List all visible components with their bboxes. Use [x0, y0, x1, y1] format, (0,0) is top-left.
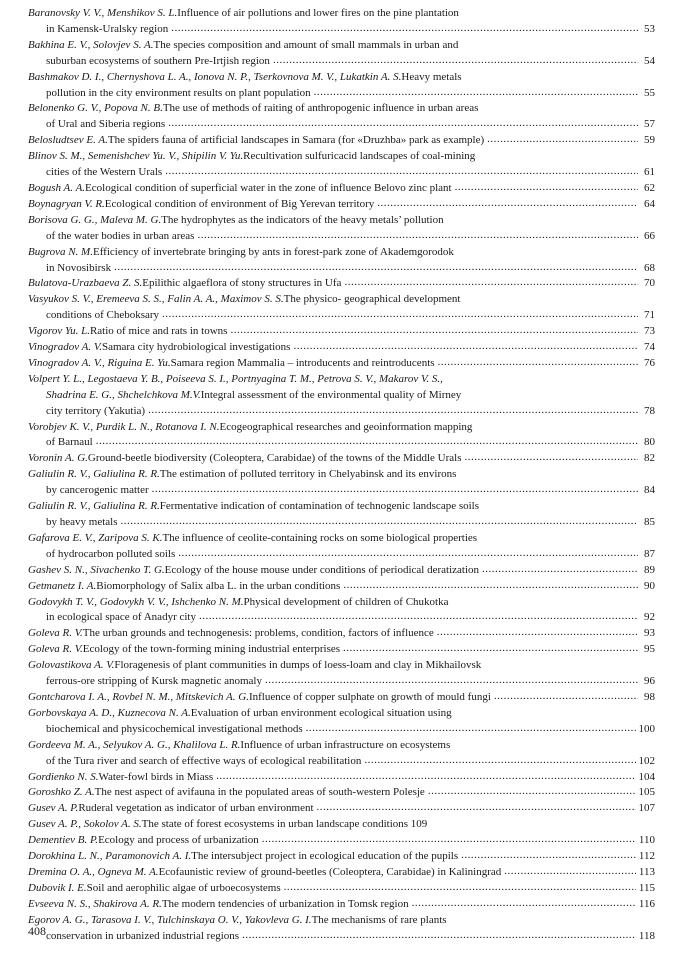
toc-line [28, 849, 655, 865]
toc-entry [28, 197, 655, 213]
dot-leader [293, 339, 638, 355]
toc-line [28, 388, 655, 404]
toc-page-number: 59 [644, 134, 655, 147]
toc-authors: Dubovik I. E. [28, 881, 87, 894]
toc-line [28, 913, 655, 929]
toc-entry [28, 149, 655, 181]
toc-line [28, 308, 655, 324]
toc-entry [28, 563, 655, 579]
toc-line [28, 372, 655, 388]
toc-line [28, 54, 655, 70]
toc-authors: Vasyukov S. V., Eremeeva S. S., Falin A. A., Maximov S. S. [28, 293, 284, 306]
toc-title: Physical development of children of Chukotka [243, 595, 449, 608]
toc-title: Influence of copper sulphate on growth of mould fungi [248, 690, 491, 703]
toc-entry [28, 324, 655, 340]
toc-title: The estimation of polluted territory in Chelyabinsk and its environs [159, 468, 457, 481]
toc-line [28, 833, 655, 849]
toc-authors: Getmanetz I. A. [28, 579, 97, 592]
toc-page-number: 115 [638, 881, 655, 894]
toc-line [28, 785, 655, 801]
toc-title: The urban grounds and technogenesis: problems, condition, factors of influence [82, 627, 434, 640]
toc-entry [28, 626, 655, 642]
dot-leader [343, 578, 638, 594]
toc-page-number: 110 [638, 834, 655, 847]
toc-title: of Barnaul [46, 436, 93, 449]
dot-leader [199, 609, 638, 625]
toc-authors: Shadrina E. G., Shchelchkova M.V. [46, 388, 201, 401]
toc-title: The spiders fauna of artificial landscapes in Samara (for «Druzhba» park as example) [107, 134, 485, 147]
toc-authors: Vinogradov A. V., Riguina E. Yu. [28, 356, 171, 369]
toc-title: The use of methods of raiting of anthropogenic influence in urban areas [162, 102, 479, 115]
toc-authors: Vorobjev K. V., Purdik L. N., Rotanova I. N. [28, 420, 220, 433]
toc-page-number: 98 [644, 690, 655, 703]
toc-page-number: 55 [644, 86, 655, 99]
toc-authors: Gordienko N. S. [28, 770, 99, 783]
dot-leader [262, 832, 636, 848]
toc-line [28, 292, 655, 308]
toc-entry [28, 833, 655, 849]
toc-authors: Galiulin R. V., Galiulina R. R. [28, 468, 160, 481]
toc-line [28, 483, 655, 499]
toc-title: Fermentative indication of contamination of technogenic landscape soils [159, 500, 480, 513]
toc-line [28, 499, 655, 515]
toc-title: conditions of Cheboksary [46, 309, 160, 322]
dot-leader [148, 403, 638, 419]
toc-title: Efficiency of invertebrate bringing by ants in forest-park zone of Akademgorodok [92, 245, 454, 258]
toc-authors: Gusev A. P. [28, 802, 79, 815]
toc-authors: Boynagryan V. R. [28, 197, 105, 210]
dot-leader [437, 625, 638, 641]
toc-line [28, 38, 655, 54]
toc-entry [28, 642, 655, 658]
page-number: 408 [28, 924, 46, 938]
toc-line [28, 770, 655, 786]
toc-title: Evaluation of urban environment ecological situation using [190, 706, 452, 719]
toc-title: by heavy metals [46, 516, 118, 528]
toc-authors: Borisova G. G., Maleva M. G. [28, 213, 162, 226]
toc-authors: Dementiev B. P. [28, 834, 99, 847]
toc-line [28, 213, 655, 229]
dot-leader [465, 450, 639, 466]
dot-leader [178, 546, 638, 562]
dot-leader [364, 753, 635, 769]
toc-page-number: 102 [638, 754, 655, 767]
toc-authors: Vigorov Yu. L. [28, 325, 90, 338]
toc-line [28, 22, 655, 38]
toc-page-number: 96 [644, 675, 655, 688]
dot-leader [273, 53, 638, 69]
toc-line [28, 245, 655, 261]
toc-line [28, 276, 655, 292]
toc-title: of Ural and Siberia regions [46, 118, 166, 131]
toc-title: The hydrophytes as the indicators of the heavy metals’ pollution [161, 213, 444, 226]
toc-line [28, 117, 655, 133]
toc-page-number: 53 [644, 22, 655, 35]
toc-line [28, 515, 655, 531]
toc-authors: Baranovsky V. V., Menshikov S. L. [28, 7, 178, 19]
toc-line [28, 626, 655, 642]
toc-title: Ecology and process of urbanization [98, 834, 259, 847]
dot-leader [344, 275, 638, 291]
toc-line [28, 86, 655, 102]
toc-page-number: 76 [644, 356, 655, 369]
dot-leader [461, 848, 636, 864]
toc-line [28, 706, 655, 722]
toc-line [28, 610, 655, 626]
toc-title: cities of the Western Urals [46, 166, 163, 179]
toc-line [28, 579, 655, 595]
toc-page-number: 118 [638, 929, 655, 942]
toc-title: in ecological space of Anadyr city [46, 611, 196, 624]
toc-page-number: 82 [644, 452, 655, 465]
toc-authors: Goleva R. V. [28, 627, 83, 640]
toc-title: The influence of ceolite-containing rocks on some biological properties [162, 531, 478, 544]
toc-authors: Bulatova-Urazbaeva Z. S. [28, 277, 143, 290]
toc-line [28, 467, 655, 483]
toc-line [28, 70, 655, 86]
toc-entry [28, 420, 655, 452]
dot-leader [412, 896, 636, 912]
toc-line [28, 149, 655, 165]
toc-line [28, 197, 655, 213]
toc-title: Samara region Mammalia – introducents and reintroducents [170, 356, 435, 369]
toc-title: Epilithic algaeflora of stony structures in Ufa [142, 277, 342, 290]
toc-page-number: 113 [638, 865, 655, 878]
toc-line [28, 340, 655, 356]
toc-entry [28, 276, 655, 292]
toc-title: The modern tendencies of urbanization in Tomsk region [161, 897, 409, 910]
toc-page-number: 62 [644, 181, 655, 194]
toc-title: conservation in urbanized industrial regions [46, 929, 240, 942]
toc-page-number: 74 [644, 341, 655, 354]
dot-leader [377, 196, 638, 212]
toc-authors: Dorokhina L. N., Paramonovich A. I. [28, 850, 192, 863]
toc-entry [28, 133, 655, 149]
toc-line [28, 547, 655, 563]
toc-page-number: 61 [644, 166, 655, 179]
toc-line [28, 420, 655, 436]
toc-entry [28, 451, 655, 467]
toc-page-number: 89 [644, 563, 655, 576]
toc-page-number: 95 [644, 643, 655, 656]
toc-authors: Belosludtsev E. A. [28, 134, 108, 147]
toc-title: The physico- geographical development [283, 293, 461, 306]
toc-page-number: 57 [644, 118, 655, 131]
toc-title: Ecology of the town-forming mining industrial enterprises [82, 643, 341, 656]
toc-authors: Evseeva N. S., Shakirova A. R. [28, 897, 162, 910]
toc-entry [28, 801, 655, 817]
toc-authors: Belonenko G. V., Popova N. B. [28, 102, 163, 115]
dot-leader [343, 641, 638, 657]
dot-leader [455, 180, 638, 196]
toc-entry [28, 38, 655, 70]
toc-title: suburban ecosystems of southern Pre-Irtjish region [46, 54, 270, 67]
toc-page-number: 80 [644, 436, 655, 449]
toc-entry [28, 340, 655, 356]
dot-leader [171, 21, 638, 37]
dot-leader [306, 721, 636, 737]
toc-authors: Egorov A. G., Tarasova I. V., Tulchinskaya O. V., Yakovleva G. I. [28, 913, 312, 926]
dot-leader [216, 769, 635, 785]
toc-page-number: 104 [638, 770, 655, 783]
toc-title: biochemical and physicochemical investigational methods [46, 722, 303, 735]
toc-authors: Bugrova N. M. [28, 245, 93, 258]
toc-line [28, 722, 655, 738]
toc-entry [28, 658, 655, 690]
dot-leader [438, 355, 638, 371]
toc-line [28, 356, 655, 372]
toc-page-number: 93 [644, 627, 655, 640]
toc-entry [28, 595, 655, 627]
toc-entry [28, 6, 655, 38]
toc-authors: Goroshko Z. A. [28, 786, 95, 799]
toc-title: of the water bodies in urban areas [46, 229, 195, 242]
toc-entry [28, 101, 655, 133]
toc-line [28, 181, 655, 197]
toc-page-number: 87 [644, 547, 655, 560]
toc-line [28, 595, 655, 611]
toc-page-number: 100 [638, 722, 655, 735]
toc-title: Water-fowl birds in Miass [98, 770, 214, 783]
dot-leader [494, 689, 638, 705]
toc-entry [28, 690, 655, 706]
toc-authors: Blinov S. M., Semenishchev Yu. V., Shipilin V. Yu. [28, 150, 244, 163]
toc-authors: Volpert Y. L., Legostaeva Y. B., Poiseeva S. I., Portnyagina T. M., Petrova S. V., Makarov V. S., [28, 372, 443, 385]
dot-leader [165, 164, 638, 180]
toc-title: Ecofaunistic review of ground-beetles (Coleoptera, Carabidae) in Kaliningrad [158, 865, 502, 878]
toc-entry [28, 897, 655, 913]
toc-authors: Gordeeva M. A., Selyukov A. G., Khalilova L. R. [28, 738, 241, 751]
toc-line [28, 754, 655, 770]
toc-line [28, 801, 655, 817]
toc-page-number: 92 [644, 611, 655, 624]
toc-entry [28, 245, 655, 277]
toc-title: Integral assessment of the environmental quality of Mirney [200, 388, 462, 401]
toc-entry [28, 292, 655, 324]
dot-leader [242, 928, 636, 944]
table-of-contents [28, 6, 655, 944]
toc-page-number: 54 [644, 54, 655, 67]
dot-leader [504, 864, 636, 880]
toc-title: Ecological condition of superficial water in the zone of influence Belovo zinc plant [85, 181, 452, 194]
toc-line [28, 133, 655, 149]
toc-title: The nest aspect of avifauna in the populated areas of south-western Polesje [94, 786, 425, 799]
toc-entry [28, 706, 655, 738]
toc-title: Ecological condition of environment of Big Yerevan territory [104, 197, 375, 210]
dot-leader [168, 116, 638, 132]
toc-entry [28, 738, 655, 770]
toc-line [28, 897, 655, 913]
toc-page-number: 112 [638, 850, 655, 863]
dot-leader [120, 514, 638, 530]
toc-entry [28, 499, 655, 531]
toc-title: ferrous-ore stripping of Kursk magnetic anomaly [46, 675, 262, 688]
toc-authors: Voronin A. G. [28, 452, 88, 465]
toc-entry [28, 467, 655, 499]
toc-authors: Gontcharova I. A., Rovbel N. M., Mitskevich A. G. [28, 690, 249, 703]
dot-leader [284, 880, 636, 896]
toc-entry [28, 881, 655, 897]
toc-title: by cancerogenic matter [46, 484, 149, 497]
toc-authors: Bakhina E. V., Solovjev S. A. [28, 38, 154, 51]
toc-title: Recultivation sulfuricacid landscapes of coal-mining [243, 150, 476, 163]
toc-line [28, 658, 655, 674]
toc-title: The species composition and amount of small mammals in urban and [153, 38, 459, 51]
toc-authors: Galiulin R. V., Galiulina R. R. [28, 500, 160, 513]
toc-line [28, 690, 655, 706]
toc-entry [28, 913, 655, 945]
toc-line [28, 165, 655, 181]
toc-title: pollution in the city environment results on plant population [46, 86, 311, 99]
toc-line [28, 101, 655, 117]
toc-entry [28, 356, 655, 372]
toc-entry [28, 531, 655, 563]
toc-title: Ratio of mice and rats in towns [89, 325, 228, 338]
toc-page-number: 116 [638, 897, 655, 910]
toc-page-number: 105 [638, 786, 655, 799]
toc-title: The state of forest ecosystems in urban landscape conditions 109 [141, 818, 428, 831]
toc-authors: Gafarova E. V., Zaripova S. K. [28, 531, 163, 544]
dot-leader [197, 228, 638, 244]
toc-entry [28, 785, 655, 801]
toc-line [28, 451, 655, 467]
dot-leader [265, 673, 638, 689]
dot-leader [152, 482, 638, 498]
toc-page-number: 66 [644, 229, 655, 242]
toc-entry [28, 770, 655, 786]
toc-title: Soil and aerophilic algae of urboecosystems [86, 881, 281, 894]
dot-leader [230, 323, 638, 339]
toc-line [28, 324, 655, 340]
toc-line [28, 642, 655, 658]
toc-authors: Godovykh T. V., Godovykh V. V., Ishchenko N. M. [28, 595, 244, 608]
toc-page-number: 78 [644, 404, 655, 417]
toc-page-number: 71 [644, 309, 655, 322]
toc-title: of the Tura river and search of effective ways of ecological reabilitation [46, 754, 362, 767]
toc-page-number: 90 [644, 579, 655, 592]
dot-leader [317, 800, 636, 816]
toc-title: Samara city hydrobiological investigations [101, 341, 291, 354]
toc-page-number: 68 [644, 261, 655, 274]
toc-line [28, 6, 655, 22]
toc-entry [28, 849, 655, 865]
toc-entry [28, 213, 655, 245]
toc-title: Ecology of the house mouse under conditions of periodical deratization [164, 563, 479, 576]
toc-authors: Gashev S. N., Sivachenko T. G. [28, 563, 165, 576]
toc-title: Influence of urban infrastructure on ecosystems [240, 738, 451, 751]
toc-title: The intersubject project in ecological education of the pupils [191, 850, 459, 863]
toc-entry [28, 70, 655, 102]
toc-authors: Bashmakov D. I., Chernyshova L. A., Ionova N. P., Tserkovnova M. V., Lukatkin A. S. [28, 70, 402, 83]
dot-leader [162, 307, 638, 323]
dot-leader [482, 562, 638, 578]
dot-leader [314, 85, 638, 101]
toc-title: Ecogeographical researches and geoinformation mapping [219, 420, 473, 433]
dot-leader [96, 434, 638, 450]
toc-page-number: 73 [644, 325, 655, 338]
toc-title: The mechanisms of rare plants [311, 913, 447, 926]
toc-line [28, 817, 655, 833]
toc-title: of hydrocarbon polluted soils [46, 547, 176, 560]
toc-page-number: 107 [638, 802, 655, 815]
toc-page-number: 64 [644, 197, 655, 210]
toc-authors: Golovastikova A. V. [28, 659, 115, 672]
toc-line [28, 531, 655, 547]
toc-entry [28, 817, 655, 833]
toc-line [28, 563, 655, 579]
toc-title: Ruderal vegetation as indicator of urban environment [78, 802, 314, 815]
toc-line [28, 261, 655, 277]
toc-line [28, 929, 655, 945]
toc-authors: Goleva R. V. [28, 643, 83, 656]
toc-authors: Vinogradov A. V. [28, 341, 102, 354]
toc-line [28, 435, 655, 451]
toc-entry [28, 579, 655, 595]
toc-title: in Novosibirsk [46, 261, 112, 274]
toc-page-number: 85 [644, 516, 655, 528]
toc-line [28, 865, 655, 881]
toc-authors: Bogush A. A. [28, 181, 86, 194]
dot-leader [487, 132, 638, 148]
toc-authors: Gusev A. P., Sokolov A. S. [28, 818, 142, 831]
toc-page-number: 70 [644, 277, 655, 290]
dot-leader [428, 784, 636, 800]
toc-title: Biomorphology of Salix alba L. in the urban conditions [96, 579, 341, 592]
toc-authors: Dremina O. A., Ogneva M. A. [28, 865, 159, 878]
toc-title: Ground-beetle biodiversity (Coleoptera, Carabidae) of the towns of the Middle Urals [87, 452, 462, 465]
toc-title: in Kamensk-Uralsky region [46, 22, 169, 35]
toc-entry [28, 181, 655, 197]
toc-entry [28, 865, 655, 881]
toc-line [28, 881, 655, 897]
toc-line [28, 229, 655, 245]
toc-line [28, 404, 655, 420]
toc-entry [28, 372, 655, 420]
toc-title: city territory (Yakutia) [46, 404, 146, 417]
toc-title: Heavy metals [401, 70, 462, 83]
toc-title: Floragenesis of plant communities in dumps of loess-loam and clay in Mikhailovsk [114, 659, 482, 672]
toc-authors: Gorbovskaya A. D., Kuznecova N. A. [28, 706, 191, 719]
dot-leader [114, 260, 638, 276]
toc-line [28, 674, 655, 690]
toc-page-number: 84 [644, 484, 655, 497]
toc-line [28, 738, 655, 754]
toc-title: Influence of air pollutions and lower fires on the pine plantation [177, 7, 459, 19]
